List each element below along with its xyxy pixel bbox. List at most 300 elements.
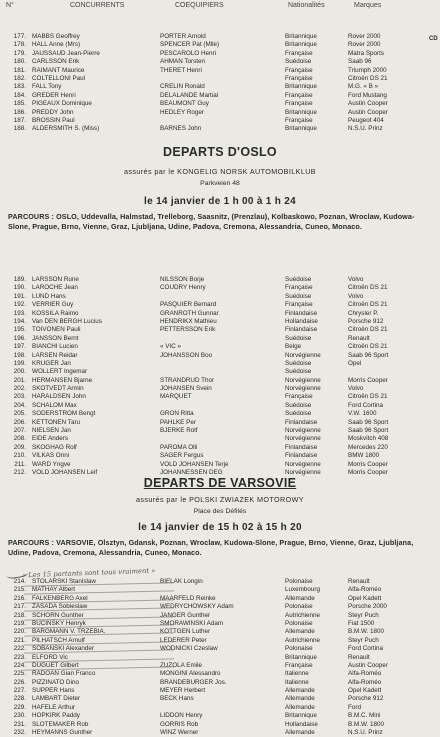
nationality: Finlandaise — [285, 326, 318, 334]
nationality: Polonaise — [285, 578, 313, 585]
car-make: Steyr Puch — [348, 611, 379, 619]
nationality: Britannique — [285, 125, 317, 133]
car-make: Opel Kadett — [348, 687, 382, 695]
driver-name: LAROCHE Jean — [32, 284, 78, 292]
col-nationalites: Nationalités — [288, 2, 325, 9]
nationality: Britannique — [285, 83, 317, 91]
codriver-name: GRON Ritta — [160, 410, 194, 418]
driver-name: DUGUET Gilbert — [32, 661, 79, 669]
nationality: Polonaise — [285, 603, 313, 611]
entry-number: 215. — [13, 586, 26, 594]
car-make: Peugeot 404 — [348, 116, 384, 124]
col-num: N° — [6, 2, 14, 9]
col-coequipiers: COEQUIPIERS — [175, 2, 224, 9]
nationality: Britannique — [285, 108, 317, 116]
car-make: Morris Cooper — [348, 460, 388, 468]
varsovie-place: Place des Défilés — [193, 508, 247, 515]
oslo-organizer: assurés par le KONGELIG NORSK AUTOMOBILKLUB — [123, 167, 317, 176]
varsovie-route-label: PARCOURS : — [8, 538, 54, 547]
entry-number: 177. — [13, 33, 26, 40]
codriver-name: PAROMA Olli — [160, 443, 198, 451]
table-row — [0, 578, 440, 586]
codriver-name: JOHANSSON Boo — [160, 351, 213, 359]
varsovie-date: le 14 janvier de 15 h 02 à 15 h 20 — [138, 522, 302, 533]
entry-number: 224. — [13, 661, 26, 669]
varsovie-route — [8, 538, 434, 558]
driver-name: LARSEN Reidar — [32, 351, 78, 359]
table-row — [0, 461, 440, 469]
nationality: Allemande — [285, 703, 315, 711]
car-make: Ford — [348, 703, 361, 711]
driver-name: PREDDY John — [32, 108, 74, 116]
driver-name: VERRIER Guy — [32, 301, 74, 309]
table-row — [0, 377, 440, 385]
entry-number: 181. — [13, 66, 26, 74]
entry-number: 232. — [13, 729, 26, 737]
car-make: M.G. « B » — [348, 83, 379, 91]
table-row — [0, 67, 440, 75]
nationality: Suédoise — [285, 292, 312, 300]
car-make: Matra Sports — [348, 49, 385, 57]
entry-number: 217. — [13, 603, 26, 611]
car-make: BMW 1800 — [348, 452, 380, 460]
entry-number: 197. — [13, 343, 26, 351]
codriver-name: ZUZOLA Emile — [160, 661, 202, 669]
entry-number: 188. — [13, 125, 26, 133]
entry-number: 202. — [13, 385, 26, 393]
entry-number: 186. — [13, 108, 26, 116]
car-make: Porsche 912 — [348, 695, 384, 703]
entry-number: 223. — [13, 653, 26, 661]
table-row — [0, 318, 440, 326]
entry-number: 185. — [13, 100, 26, 108]
entry-number: 200. — [13, 368, 26, 376]
entry-number: 182. — [13, 74, 26, 82]
driver-name: LUND Hans — [32, 292, 66, 300]
driver-name: BIANCHI Lucien — [32, 343, 78, 351]
varsovie-route-text: VARSOVIE, Olsztyn, Gdansk, Poznan, Wroclaw, Kudowa-Slone, Prague, Brno, Vienne, Graz, Ljubljana, Udine, Padova, Cremona, Alessandria, Cuneo, Monaco. — [8, 538, 414, 557]
table-row — [0, 310, 440, 318]
entry-number: 189. — [13, 276, 26, 283]
car-make: N.S.U. Prinz — [348, 125, 383, 133]
table-row — [0, 452, 440, 460]
table-row — [0, 620, 440, 628]
driver-name: MATHAY Albert — [32, 586, 76, 594]
entry-number: 198. — [13, 351, 26, 359]
driver-name: PIZZINATO Dino — [32, 678, 80, 686]
codriver-name: STRANDRUD Thor — [160, 376, 215, 384]
driver-name: LARSSON Rune — [32, 276, 79, 283]
table-row — [0, 704, 440, 712]
entry-number: 226. — [13, 678, 26, 686]
nationality: Italienne — [285, 678, 309, 686]
table-row — [0, 393, 440, 401]
entry-number: 207. — [13, 427, 26, 435]
nationality: Française — [285, 116, 313, 124]
codriver-name: LIDDON Henry — [160, 712, 203, 720]
codriver-name: SAGER Fergus — [160, 452, 204, 460]
nationality: Finlandaise — [285, 443, 318, 451]
driver-name: HALL Anne (Mrs) — [32, 41, 81, 49]
car-make: Fiat 1500 — [348, 619, 375, 627]
car-make: Renault — [348, 578, 370, 585]
table-row — [0, 695, 440, 703]
table-row — [0, 293, 440, 301]
car-make: Saab 96 Sport — [348, 418, 389, 426]
table-row — [0, 360, 440, 368]
varsovie-organizer: assurés par le POLSKI ZWIAZEK MOTOROWY — [135, 495, 305, 504]
nationality: Finlandaise — [285, 309, 318, 317]
driver-name: Van DEN BERGH Lucius — [32, 317, 102, 325]
codriver-name: NILSSON Borje — [160, 276, 205, 283]
car-make: Austin Cooper — [348, 661, 388, 669]
driver-name: JAUSSAUD Jean-Pierre — [32, 49, 100, 57]
nationality: Luxembourg — [285, 586, 321, 594]
entry-number: 205. — [13, 410, 26, 418]
car-make: B.M.W. 1800 — [348, 720, 385, 728]
entry-number: 203. — [13, 393, 26, 401]
table-row — [0, 284, 440, 292]
driver-name: BUCINSKY Henryk — [32, 619, 86, 627]
driver-name: HERMANSEN Bjarne — [32, 376, 93, 384]
table-row — [0, 41, 440, 49]
car-make: Porsche 2000 — [348, 603, 387, 611]
table-row — [0, 628, 440, 636]
table-row — [0, 595, 440, 603]
entry-list-varsovie — [0, 578, 440, 737]
table-row — [0, 427, 440, 435]
car-make: Alfa-Roméo — [348, 670, 382, 678]
table-row — [0, 444, 440, 452]
oslo-place: Parkveien 48 — [200, 180, 240, 187]
nationality: Norvégienne — [285, 351, 321, 359]
codriver-name: CRELIN Ronald — [160, 83, 205, 91]
codriver-name: DELALANDE Martial — [160, 91, 219, 99]
oslo-date: le 14 janvier de 1 h 00 à 1 h 24 — [144, 196, 296, 207]
entry-number: 184. — [13, 91, 26, 99]
codriver-name: WINZ Werner — [160, 729, 199, 737]
codriver-name: JOHANSEN Svein — [160, 385, 212, 393]
car-make: Moskvitch 408 — [348, 435, 389, 443]
driver-name: RAIMANT Maurice — [32, 66, 85, 74]
entry-number: 216. — [13, 594, 26, 602]
table-row — [0, 368, 440, 376]
entry-number: 191. — [13, 292, 26, 300]
table-row — [0, 343, 440, 351]
car-make: B.M.C. Mini — [348, 712, 381, 720]
table-row — [0, 75, 440, 83]
handwritten-note: « Les 15 partants sont tous vraiment » — [21, 566, 156, 580]
nationality: Norvégienne — [285, 435, 321, 443]
entry-number: 219. — [13, 619, 26, 627]
nationality: Française — [285, 74, 313, 82]
table-row — [0, 712, 440, 720]
driver-name: HOPKIRK Paddy — [32, 712, 80, 720]
entry-number: 222. — [13, 645, 26, 653]
car-make: Citroën DS 21 — [348, 74, 388, 82]
codriver-name: KOTTGEN Luther — [160, 628, 211, 636]
nationality: Belge — [285, 343, 302, 351]
codriver-name: MAARFELD Reinke — [160, 594, 216, 602]
varsovie-title-text: DEPARTS DE VARSOVIE — [143, 476, 297, 490]
nationality: Finlandaise — [285, 418, 318, 426]
nationality: Italienne — [285, 670, 309, 678]
nationality: Autrichienne — [285, 636, 321, 644]
codriver-name: SPENCER Pat (Mlle) — [160, 41, 220, 49]
nationality: Française — [285, 91, 313, 99]
car-make: Saab 96 Sport — [348, 351, 389, 359]
car-make: Opel — [348, 359, 362, 367]
nationality: Hollandaise — [285, 317, 318, 325]
entry-number: 179. — [13, 49, 26, 57]
table-row — [0, 301, 440, 309]
oslo-route — [8, 212, 434, 232]
driver-name: LAMBART Dieter — [32, 695, 81, 703]
car-make: Triumph 2000 — [348, 66, 387, 74]
car-make: B.M.W. 1800 — [348, 628, 385, 636]
driver-name: FALL Tony — [32, 83, 62, 91]
car-make: Chrysler P. — [348, 309, 379, 317]
nationality: Française — [285, 661, 313, 669]
car-make: Saab 96 — [348, 58, 372, 66]
entry-number: 180. — [13, 58, 26, 66]
entry-number: 214. — [13, 578, 26, 585]
codriver-name: HEDLEY Roger — [160, 108, 204, 116]
driver-name: SCHORN Gunther — [32, 611, 84, 619]
entry-number: 187. — [13, 116, 26, 124]
driver-name: SLOTEMAKER Rob — [32, 720, 89, 728]
car-make: Alfa-Roméo — [348, 678, 382, 686]
car-make: Alfa-Roméo — [348, 586, 382, 594]
codriver-name: THERET Henri — [160, 66, 202, 74]
nationality: Britannique — [285, 33, 317, 40]
driver-name: PIGEAUX Dominique — [32, 100, 92, 108]
car-make: Morris Cooper — [348, 376, 388, 384]
nationality: Norvégienne — [285, 460, 321, 468]
table-row — [0, 33, 440, 41]
entry-number: 227. — [13, 687, 26, 695]
car-make: Steyr Puch — [348, 636, 379, 644]
nationality: Allemande — [285, 695, 315, 703]
table-row — [0, 385, 440, 393]
codriver-name: WODNICKI Czeslaw — [160, 645, 218, 653]
codriver-name: PAHLKE Per — [160, 418, 196, 426]
table-row — [0, 435, 440, 443]
nationality: Allemande — [285, 594, 315, 602]
driver-name: MABBS Geoffrey — [32, 33, 80, 40]
nationality: Norvégienne — [285, 376, 321, 384]
driver-name: PILHATSCH Arnulf — [32, 636, 85, 644]
table-row — [0, 729, 440, 737]
codriver-name: COUDRY Henry — [160, 284, 206, 292]
table-row — [0, 326, 440, 334]
table-row — [0, 603, 440, 611]
oslo-route-label: PARCOURS : — [8, 212, 54, 221]
codriver-name: MONGINI Alessandro — [160, 670, 221, 678]
driver-name: FALKENBERG Axel — [32, 594, 88, 602]
table-row — [0, 662, 440, 670]
driver-name: CARLSSON Erik — [32, 58, 80, 66]
entry-list-top — [0, 33, 440, 134]
column-header — [0, 0, 440, 12]
driver-name: SUPPER Hans — [32, 687, 75, 695]
table-row — [0, 50, 440, 58]
table-row — [0, 109, 440, 117]
car-make: Citroën DS 21 — [348, 326, 388, 334]
table-row — [0, 92, 440, 100]
entry-number: 228. — [13, 695, 26, 703]
driver-name: STOLARSKI Stanislaw — [32, 578, 96, 585]
entry-number: 190. — [13, 284, 26, 292]
oslo-route-text: OSLO, Uddevalla, Halmstad, Trelleborg, Saasnitz, (Prenzlau), Kolbaskowo, Poznan, Wroclaw, Kudowa-Slone, Prague, Brno, Vienne, Graz, Ljubljana, Udine, Padova, Cremona, Alessandria, Cuneo, Monaco. — [8, 212, 415, 231]
table-row — [0, 352, 440, 360]
codriver-name: PESCAROLO Henri — [160, 49, 216, 57]
codriver-name: JOHANNESSEN DEG — [160, 468, 223, 476]
nationality: Allemande — [285, 729, 315, 737]
car-make: Porsche 912 — [348, 317, 384, 325]
nationality: Norvégienne — [285, 385, 321, 393]
codriver-name: MEYER Herbert — [160, 687, 206, 695]
nationality: Française — [285, 301, 313, 309]
table-row — [0, 117, 440, 125]
table-row — [0, 645, 440, 653]
car-make: Mercedes 220 — [348, 443, 388, 451]
car-make: Austin Cooper — [348, 108, 388, 116]
codriver-name: GRANROTH Gunnar — [160, 309, 219, 317]
entry-number: 195. — [13, 326, 26, 334]
car-make: Volvo — [348, 292, 364, 300]
nationality: Suédoise — [285, 58, 312, 66]
driver-name: KETTONEN Taru — [32, 418, 81, 426]
codriver-name: HENDRIKX Mathieu — [160, 317, 217, 325]
driver-name: VILKAS Onni — [32, 452, 70, 460]
oslo-title: DEPARTS D'OSLO — [163, 145, 277, 159]
car-make: Citroën DS 21 — [348, 284, 388, 292]
nationality: Norvégienne — [285, 427, 321, 435]
driver-name: SODERSTROM Bengt — [32, 410, 96, 418]
nationality: Française — [285, 49, 313, 57]
entry-number: 209. — [13, 443, 26, 451]
col-marques: Marques — [354, 2, 382, 9]
table-row — [0, 410, 440, 418]
nationality: Française — [285, 393, 313, 401]
entry-number: 194. — [13, 317, 26, 325]
nationality: Britannique — [285, 653, 317, 661]
entry-number: 229. — [13, 703, 26, 711]
entry-number: 193. — [13, 309, 26, 317]
entry-number: 218. — [13, 611, 26, 619]
table-row — [0, 654, 440, 662]
car-make: Volvo — [348, 385, 364, 393]
driver-name: ELFORD Vic — [32, 653, 68, 661]
car-make: Ford Cortina — [348, 645, 383, 653]
nationality: Allemande — [285, 687, 315, 695]
driver-name: HAFELE Arthur — [32, 703, 76, 711]
codriver-name: PORTER Arnold — [160, 33, 206, 40]
codriver-name: PASQUIER Bernard — [160, 301, 217, 309]
driver-name: NIELSEN Jan — [32, 427, 71, 435]
entry-number: 204. — [13, 401, 26, 409]
driver-name: ALDERSMITH S. (Miss) — [32, 125, 100, 133]
codriver-name: VOLD JOHANSEN Terje — [160, 460, 229, 468]
nationality: Française — [285, 66, 313, 74]
table-row — [0, 586, 440, 594]
nationality: Norvégienne — [285, 468, 321, 476]
pen-strike-line — [24, 586, 174, 595]
car-make: Citroën DS 21 — [348, 393, 388, 401]
driver-name: SKOTVEDT Armin — [32, 385, 84, 393]
codriver-name: LEDERER Peter — [160, 636, 207, 644]
nationality: Française — [285, 284, 313, 292]
table-row — [0, 402, 440, 410]
driver-name: SKOGHAG Rolf — [32, 443, 77, 451]
codriver-name: « VIC » — [160, 343, 181, 351]
codriver-name: BARNES John — [160, 125, 202, 133]
car-make: Volvo — [348, 276, 364, 283]
table-row — [0, 83, 440, 91]
entry-number: 192. — [13, 301, 26, 309]
nationality: Suédoise — [285, 359, 312, 367]
driver-name: KOSSILA Raimo — [32, 309, 79, 317]
entry-number: 212. — [13, 468, 26, 476]
codriver-name: MARQUET — [160, 393, 192, 401]
margin-mark: CD — [429, 36, 438, 42]
car-make: N.S.U. Prinz — [348, 729, 383, 737]
codriver-name: BRANDEBURGER Jos. — [160, 678, 227, 686]
car-make: Renault — [348, 334, 370, 342]
driver-name: WOLLERT Ingemar — [32, 368, 88, 376]
entry-number: 178. — [13, 41, 26, 49]
car-make: Saab 96 Sport — [348, 427, 389, 435]
codriver-name: BECK Hans — [160, 695, 194, 703]
driver-name: ZASADA Sobieslaw — [32, 603, 88, 611]
entry-number: 208. — [13, 435, 26, 443]
nationality: Suédoise — [285, 334, 312, 342]
car-make: Ford Cortina — [348, 401, 383, 409]
entry-number: 231. — [13, 720, 26, 728]
driver-name: EIDE Anders — [32, 435, 69, 443]
entry-number: 230. — [13, 712, 26, 720]
nationality: Allemande — [285, 628, 315, 636]
codriver-name: BEAUMONT Guy — [160, 100, 209, 108]
entry-number: 183. — [13, 83, 26, 91]
table-row — [0, 612, 440, 620]
table-row — [0, 670, 440, 678]
entry-list-oslo — [0, 276, 440, 477]
nationality: Britannique — [285, 41, 317, 49]
entry-number: 199. — [13, 359, 26, 367]
entry-number: 206. — [13, 418, 26, 426]
driver-name: BARGMANN V. TRZEBIA. — [32, 628, 106, 636]
driver-name: JANSSON Bernt — [32, 334, 79, 342]
varsovie-title — [0, 476, 440, 490]
nationality: Suédoise — [285, 401, 312, 409]
driver-name: TOIVONEN Pauli — [32, 326, 81, 334]
car-make: Citroën DS 21 — [348, 343, 388, 351]
car-make: Citroën DS 21 — [348, 301, 388, 309]
driver-name: GREDER Henri — [32, 91, 76, 99]
codriver-name: PETTERSSON Erik — [160, 326, 216, 334]
codriver-name: AHMAN Torsten — [160, 58, 206, 66]
driver-name: RADOAN Gian Franco — [32, 670, 96, 678]
driver-name: BROSSIN Paul — [32, 116, 75, 124]
codriver-name: BJERKE Rolf — [160, 427, 198, 435]
car-make: V.W. 1600 — [348, 410, 377, 418]
driver-name: HEYMANNS Gunther — [32, 729, 93, 737]
entry-number: 211. — [14, 460, 26, 468]
table-row — [0, 721, 440, 729]
car-make: Opel Kadett — [348, 594, 382, 602]
